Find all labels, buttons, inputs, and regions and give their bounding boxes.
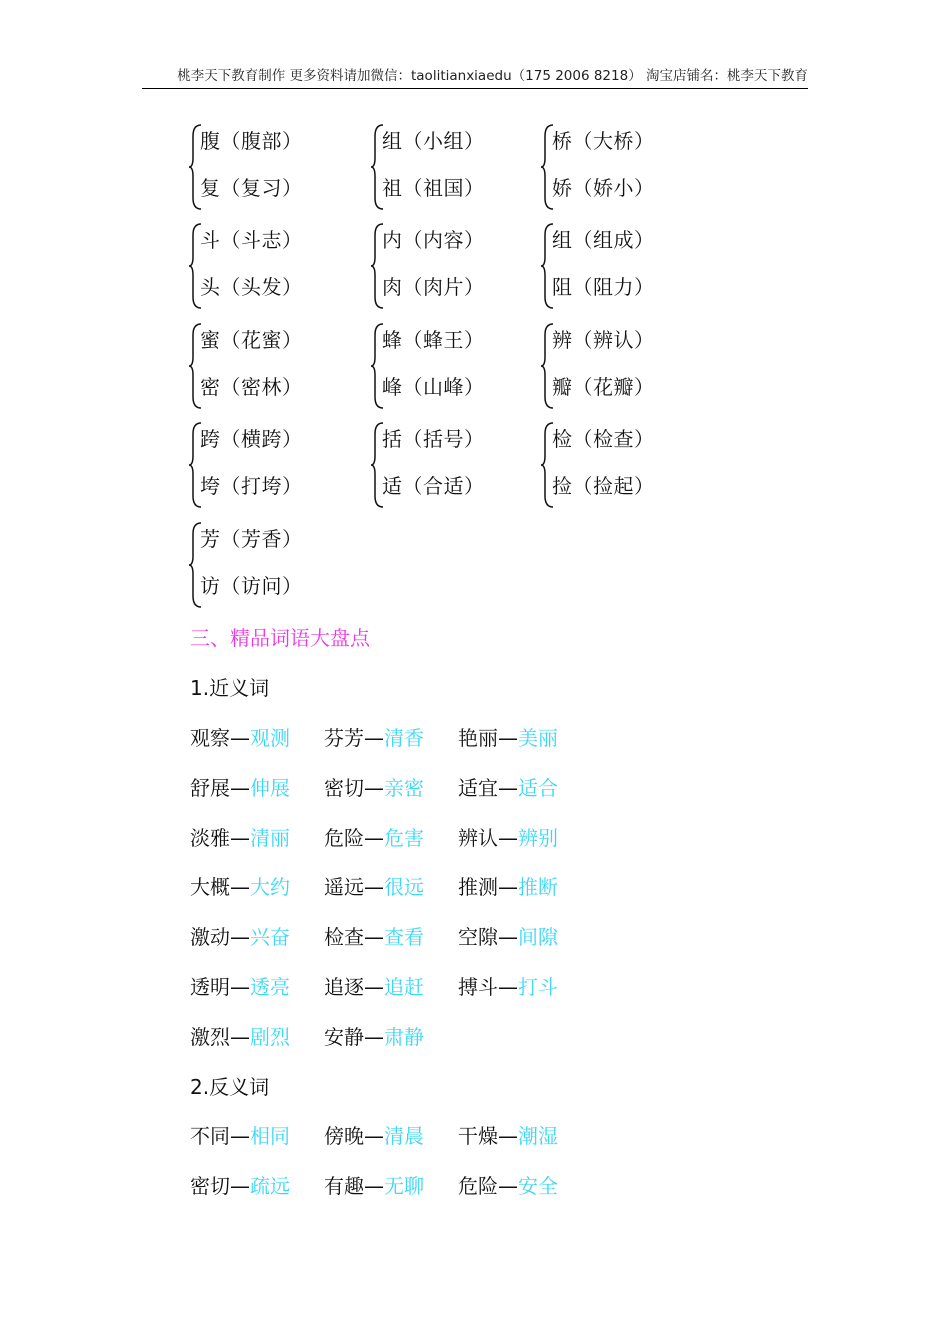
group-line-2: 头（头发） <box>200 275 303 299</box>
synonym-pair <box>324 873 424 901</box>
group-line-1: 蜂（蜂王） <box>382 328 485 352</box>
group-line-1: 组（组成） <box>552 228 655 252</box>
antonym-pair <box>190 1172 290 1200</box>
word: 大概— <box>190 875 250 899</box>
word: 辨认— <box>458 826 518 850</box>
synonym-pair <box>324 923 424 951</box>
word-group <box>370 221 530 311</box>
group-line-2: 捡（捡起） <box>552 474 655 498</box>
word: 傍晚— <box>324 1124 384 1148</box>
synonym-pair <box>458 973 558 1001</box>
word-group <box>370 321 530 411</box>
answer: 安全 <box>518 1174 558 1198</box>
word: 推测— <box>458 875 518 899</box>
answer: 打斗 <box>518 975 558 999</box>
answer: 疏远 <box>250 1174 290 1198</box>
group-line-1: 蜜（花蜜） <box>200 328 303 352</box>
word: 不同— <box>190 1124 250 1148</box>
answer: 观测 <box>250 726 290 750</box>
synonym-pair <box>190 1023 290 1051</box>
word: 适宜— <box>458 776 518 800</box>
answer: 伸展 <box>250 776 290 800</box>
group-line-2: 阻（阻力） <box>552 275 655 299</box>
answer: 大约 <box>250 875 290 899</box>
word: 空隙— <box>458 925 518 949</box>
group-line-1: 腹（腹部） <box>200 129 303 153</box>
group-line-1: 辨（辨认） <box>552 328 655 352</box>
answer: 很远 <box>384 875 424 899</box>
word: 激烈— <box>190 1025 250 1049</box>
word: 舒展— <box>190 776 250 800</box>
group-line-2: 垮（打垮） <box>200 474 303 498</box>
answer: 兴奋 <box>250 925 290 949</box>
answer: 亲密 <box>384 776 424 800</box>
synonym-pair <box>190 724 290 752</box>
synonym-pair <box>190 774 290 802</box>
page-header: 桃李天下教育制作 更多资料请加微信：taolitianxiaedu（175 2006 8218） 淘宝店铺名：桃李天下教育 <box>142 66 808 89</box>
synonym-pair <box>190 973 290 1001</box>
word: 安静— <box>324 1025 384 1049</box>
synonym-pair <box>324 824 424 852</box>
word: 艳丽— <box>458 726 518 750</box>
group-line-1: 桥（大桥） <box>552 129 655 153</box>
synonyms-title: 1.近义词 <box>190 676 270 700</box>
answer: 潮湿 <box>518 1124 558 1148</box>
answer: 无聊 <box>384 1174 424 1198</box>
answer: 肃静 <box>384 1025 424 1049</box>
antonym-pair <box>190 1122 290 1150</box>
synonym-pair <box>190 923 290 951</box>
synonym-pair <box>458 923 558 951</box>
word: 激动— <box>190 925 250 949</box>
word: 追逐— <box>324 975 384 999</box>
group-line-2: 复（复习） <box>200 176 303 200</box>
answer: 适合 <box>518 776 558 800</box>
group-line-1: 跨（横跨） <box>200 427 303 451</box>
word: 芬芳— <box>324 726 384 750</box>
synonym-pair <box>190 873 290 901</box>
group-line-1: 斗（斗志） <box>200 228 303 252</box>
word: 搏斗— <box>458 975 518 999</box>
word: 检查— <box>324 925 384 949</box>
word: 遥远— <box>324 875 384 899</box>
synonym-pair <box>458 724 558 752</box>
answer: 相同 <box>250 1124 290 1148</box>
group-line-1: 芳（芳香） <box>200 527 303 551</box>
word-group <box>188 321 348 411</box>
synonym-pair <box>458 824 558 852</box>
antonym-pair <box>324 1122 424 1150</box>
word-group <box>188 221 348 311</box>
word-group <box>540 321 700 411</box>
group-line-1: 检（检查） <box>552 427 655 451</box>
word-group <box>370 122 530 212</box>
word: 密切— <box>324 776 384 800</box>
antonym-pair <box>458 1172 558 1200</box>
synonym-pair <box>324 973 424 1001</box>
synonym-pair <box>324 724 424 752</box>
antonym-pair <box>324 1172 424 1200</box>
word: 危险— <box>458 1174 518 1198</box>
group-line-1: 组（小组） <box>382 129 485 153</box>
group-line-2: 肉（肉片） <box>382 275 485 299</box>
group-line-2: 适（合适） <box>382 474 485 498</box>
word: 危险— <box>324 826 384 850</box>
antonyms-title: 2.反义词 <box>190 1075 270 1099</box>
word-group <box>540 420 700 510</box>
answer: 透亮 <box>250 975 290 999</box>
synonym-pair <box>324 1023 424 1051</box>
group-line-2: 访（访问） <box>200 574 303 598</box>
word: 观察— <box>190 726 250 750</box>
answer: 剧烈 <box>250 1025 290 1049</box>
word: 密切— <box>190 1174 250 1198</box>
word: 淡雅— <box>190 826 250 850</box>
section-title: 三、精品词语大盘点 <box>190 626 370 650</box>
answer: 清香 <box>384 726 424 750</box>
answer: 间隙 <box>518 925 558 949</box>
synonym-pair <box>190 824 290 852</box>
answer: 推断 <box>518 875 558 899</box>
group-line-1: 括（括号） <box>382 427 485 451</box>
synonym-pair <box>324 774 424 802</box>
word: 有趣— <box>324 1174 384 1198</box>
word-group <box>188 520 348 610</box>
answer: 清丽 <box>250 826 290 850</box>
word: 透明— <box>190 975 250 999</box>
group-line-2: 峰（山峰） <box>382 375 485 399</box>
group-line-2: 娇（娇小） <box>552 176 655 200</box>
word-group <box>370 420 530 510</box>
word-group <box>540 122 700 212</box>
word: 干燥— <box>458 1124 518 1148</box>
antonym-pair <box>458 1122 558 1150</box>
group-line-2: 密（密林） <box>200 375 303 399</box>
synonym-pair <box>458 873 558 901</box>
group-line-1: 内（内容） <box>382 228 485 252</box>
synonym-pair <box>458 774 558 802</box>
group-line-2: 瓣（花瓣） <box>552 375 655 399</box>
answer: 美丽 <box>518 726 558 750</box>
answer: 追赶 <box>384 975 424 999</box>
answer: 辨别 <box>518 826 558 850</box>
group-line-2: 祖（祖国） <box>382 176 485 200</box>
word-group <box>188 122 348 212</box>
answer: 清晨 <box>384 1124 424 1148</box>
word-group <box>540 221 700 311</box>
answer: 危害 <box>384 826 424 850</box>
word-group <box>188 420 348 510</box>
answer: 查看 <box>384 925 424 949</box>
